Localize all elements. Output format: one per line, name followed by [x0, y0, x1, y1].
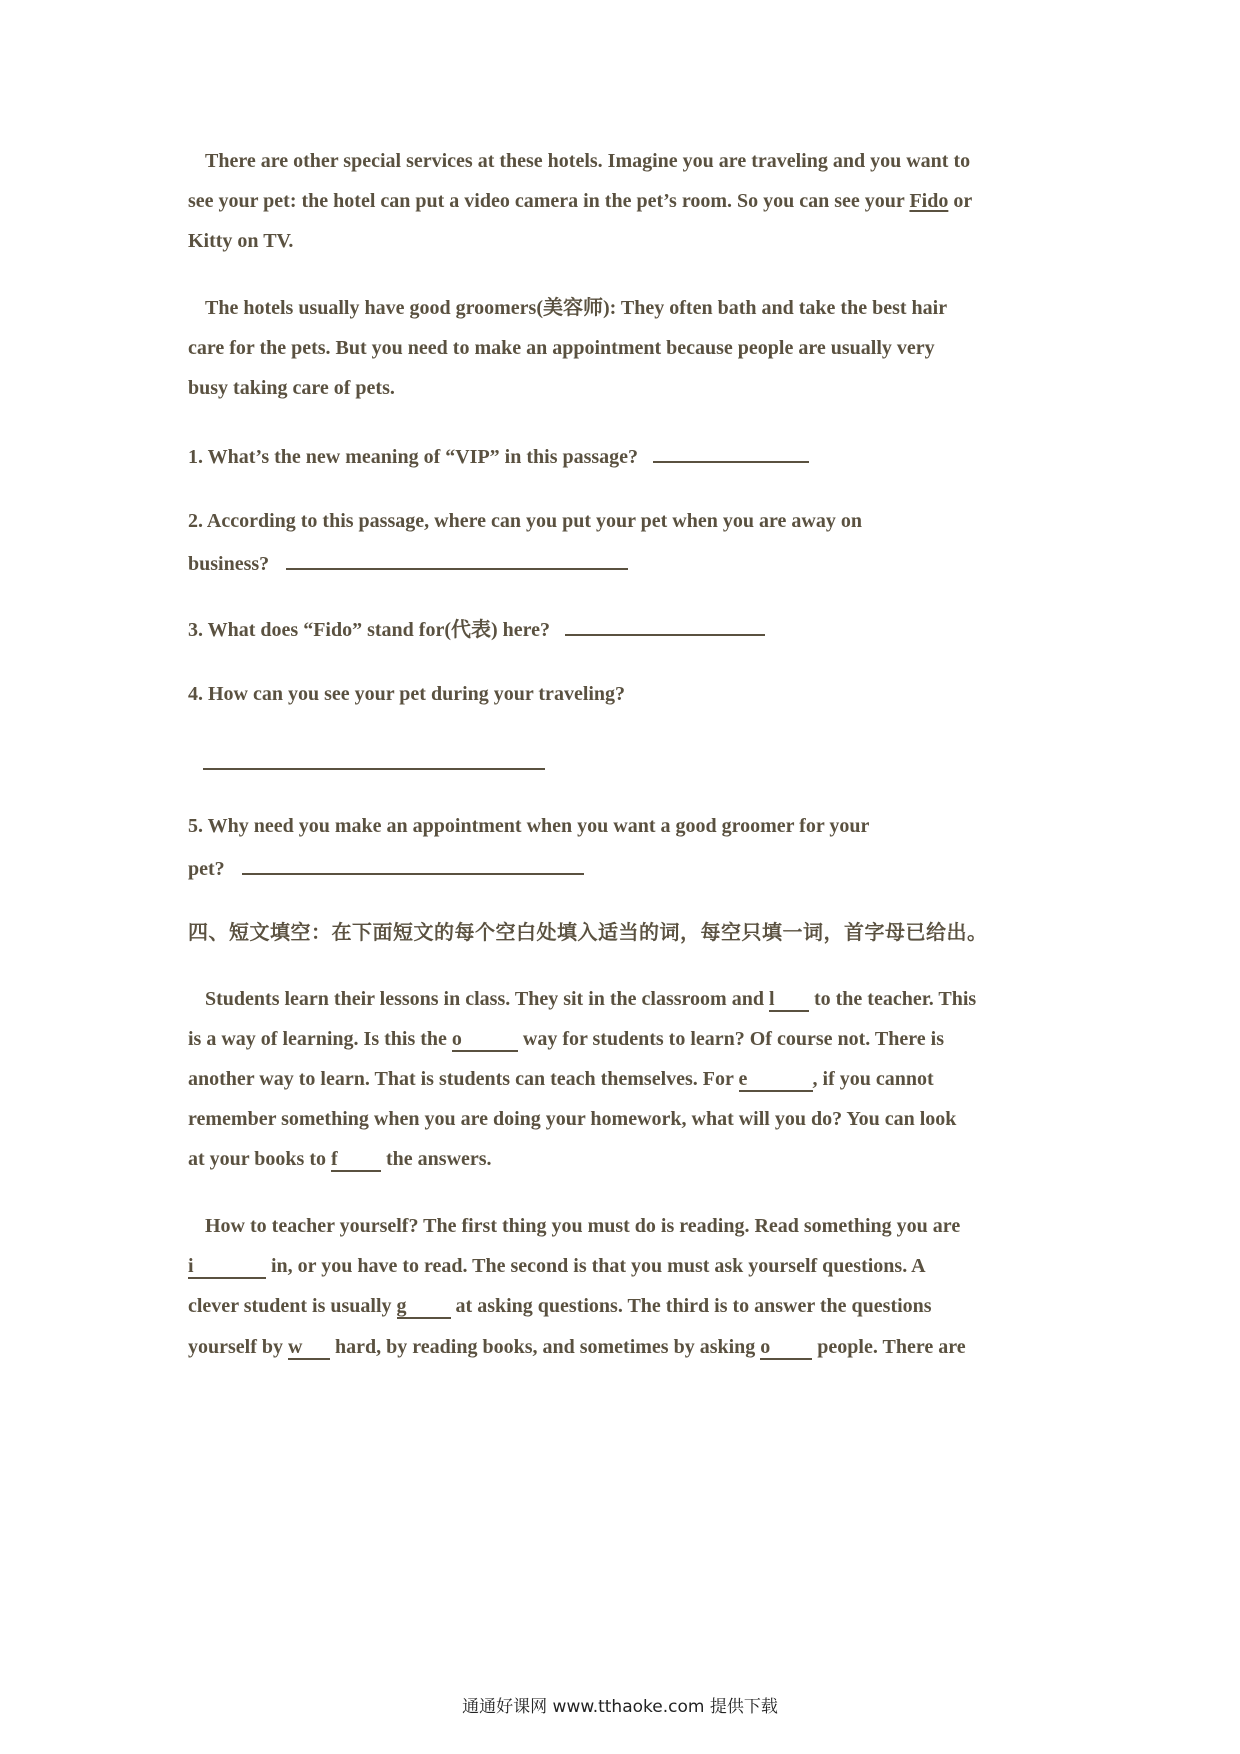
passage-text: see your pet: the hotel can put a video camera in the pet’s room. So you can see your	[188, 190, 910, 212]
cloze-blank-e[interactable]: e	[739, 1068, 813, 1092]
cloze-text: , if you cannot	[812, 1068, 934, 1090]
question-5-line1: 5. Why need you make an appointment when you want a good groomer for your	[188, 815, 870, 837]
cloze-blank-f[interactable]: f	[331, 1148, 381, 1172]
passage-text: or	[948, 190, 973, 212]
question-1-text: 1. What’s the new meaning of “VIP” in this passage?	[188, 446, 639, 468]
question-5-text: pet?	[188, 858, 225, 880]
passage-p2-line2: care for the pets. But you need to make an appointment because people are usually very	[188, 337, 935, 359]
passage-p1-line1: There are other special services at these hotels. Imagine you are traveling and you want to	[205, 150, 971, 172]
question-4: 4. How can you see your pet during your traveling?	[188, 683, 626, 705]
cloze-text: to the teacher. This	[808, 988, 977, 1010]
answer-blank-2[interactable]	[286, 548, 628, 570]
cloze-blank-i[interactable]: i	[188, 1255, 266, 1279]
cloze-p1-line5	[188, 1146, 492, 1172]
passage-p2-line1: The hotels usually have good groomers(美容师): They often bath and take the best hair	[205, 297, 948, 319]
cloze-blank-g[interactable]: g	[397, 1295, 451, 1319]
cloze-p2-line3	[188, 1293, 932, 1319]
question-2-line2	[188, 548, 628, 574]
question-2-text: business?	[188, 553, 270, 575]
cloze-p1-line2	[188, 1026, 944, 1052]
question-1	[188, 441, 809, 467]
section-4-title: 四、短文填空：在下面短文的每个空白处填入适当的词，每空只填一词，首字母已给出。	[188, 920, 988, 944]
passage-p2-line3: busy taking care of pets.	[188, 377, 395, 399]
cloze-p2-line2	[188, 1253, 926, 1279]
cloze-text: at asking questions. The third is to answer the questions	[450, 1295, 932, 1317]
cloze-text: way for students to learn? Of course not. There is	[517, 1028, 944, 1050]
passage-p1-line2	[188, 188, 972, 214]
answer-blank-4[interactable]	[203, 748, 545, 770]
page-footer: 通通好课网 www.tthaoke.com 提供下载	[462, 1697, 778, 1717]
cloze-blank-w[interactable]: w	[288, 1336, 330, 1360]
cloze-p2-line1: How to teacher yourself? The first thing you must do is reading. Read something you are	[205, 1215, 961, 1237]
fido-underlined-word: Fido	[909, 190, 949, 212]
cloze-text: the answers.	[381, 1148, 492, 1170]
cloze-blank-l[interactable]: l	[769, 988, 809, 1012]
cloze-p1-line1	[205, 986, 976, 1012]
question-3-text: 3. What does “Fido” stand for(代表) here?	[188, 619, 551, 641]
passage-p1-line3: Kitty on TV.	[188, 230, 294, 252]
cloze-blank-o[interactable]: o	[452, 1028, 518, 1052]
cloze-p2-line4	[188, 1334, 966, 1360]
cloze-text: yourself by	[188, 1336, 288, 1358]
cloze-blank-o2[interactable]: o	[760, 1336, 812, 1360]
cloze-text: people. There are	[812, 1336, 966, 1358]
cloze-text: clever student is usually	[188, 1295, 397, 1317]
answer-blank-3[interactable]	[565, 614, 765, 636]
question-2-line1: 2. According to this passage, where can you put your pet when you are away on	[188, 510, 862, 532]
cloze-p1-line4: remember something when you are doing your homework, what will you do? You can look	[188, 1108, 957, 1130]
cloze-text: hard, by reading books, and sometimes by asking	[330, 1336, 761, 1358]
cloze-p1-line3	[188, 1066, 934, 1092]
question-5-line2	[188, 853, 584, 879]
answer-blank-5[interactable]	[242, 853, 584, 875]
question-3	[188, 614, 765, 640]
cloze-text: Students learn their lessons in class. They sit in the classroom and	[205, 988, 769, 1010]
answer-blank-1[interactable]	[653, 441, 809, 463]
cloze-text: another way to learn. That is students can teach themselves. For	[188, 1068, 739, 1090]
cloze-text: in, or you have to read. The second is that you must ask yourself questions. A	[266, 1255, 926, 1277]
cloze-text: is a way of learning. Is this the	[188, 1028, 452, 1050]
cloze-text: at your books to	[188, 1148, 331, 1170]
